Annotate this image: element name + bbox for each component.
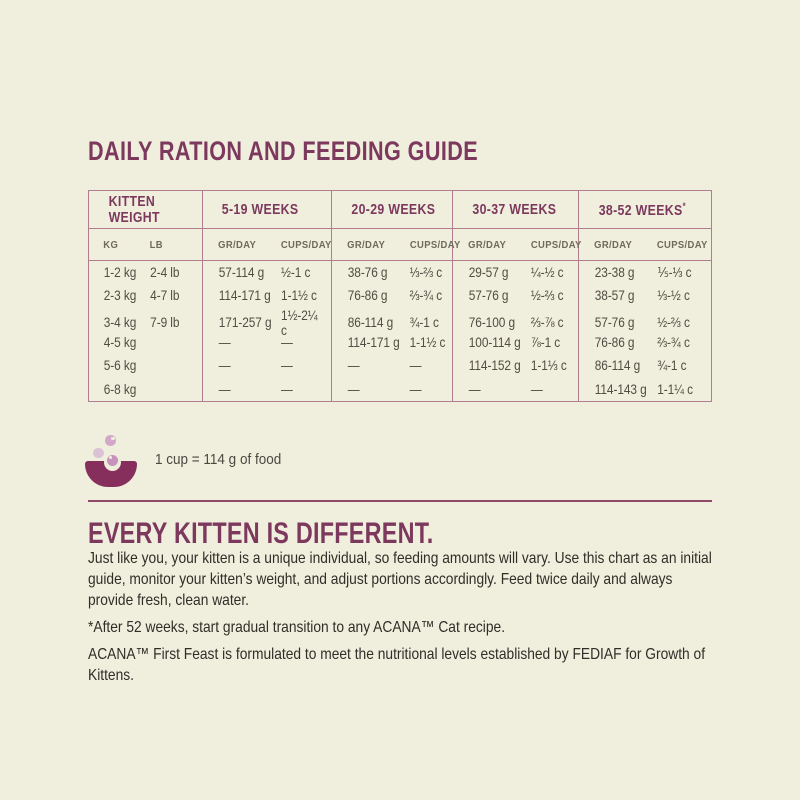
page-title-text: DAILY RATION AND FEEDING GUIDE — [88, 136, 479, 166]
subheader-weight-units — [89, 229, 202, 260]
kg-value: 1-2 kg — [103, 265, 137, 281]
subheader-30-37-weeks — [452, 229, 582, 260]
subheader-38-52-weeks — [578, 229, 710, 260]
cups-value: 1½-2¼ c — [281, 307, 318, 338]
grams-value: 76-86 g — [347, 288, 388, 304]
subheader-grams: GR/DAY — [468, 238, 507, 251]
cups-value: ⅞-1 c — [530, 335, 561, 351]
grams-value: — — [218, 358, 231, 374]
subheader-grams: GR/DAY — [347, 238, 386, 251]
grams-value: — — [347, 358, 360, 374]
grams-value: 57-76 g — [594, 315, 635, 331]
grams-value: 86-114 g — [594, 358, 641, 374]
grams-value: 23-38 g — [594, 265, 635, 281]
cups-value: 1-1¼ c — [657, 381, 694, 397]
kg-value: 2-3 kg — [103, 288, 137, 304]
info-text-section — [88, 548, 800, 692]
kibble-highlight — [111, 437, 114, 440]
cups-value: ½-⅔ c — [530, 288, 564, 304]
grams-value: 86-114 g — [347, 315, 394, 331]
cups-value: ⅔-¾ c — [409, 288, 443, 304]
lb-value: 2-4 lb — [150, 265, 180, 281]
subheader-cups: CUPS/DAY — [530, 238, 582, 251]
column-header-30-37-weeks: 30-37 WEEKS — [452, 191, 578, 228]
subheader-20-29-weeks — [331, 229, 461, 260]
table-subheader-row — [89, 229, 711, 261]
cups-value: ½-1 c — [281, 265, 311, 281]
grams-value: 38-76 g — [347, 265, 388, 281]
column-header-5-19-weeks: 5-19 WEEKS — [202, 191, 331, 228]
cups-value: — — [409, 381, 422, 397]
grams-value: 114-171 g — [347, 335, 400, 351]
table-row — [89, 354, 711, 377]
cups-value: ½-⅔ c — [657, 315, 690, 331]
subheader-kg: KG — [103, 238, 119, 251]
table-row — [89, 261, 711, 284]
subheader-cups: CUPS/DAY — [280, 238, 332, 251]
cups-value: ⅔-⅞ c — [530, 315, 564, 331]
cups-value: 1-1⅓ c — [530, 358, 567, 374]
subheader-grams: GR/DAY — [218, 238, 257, 251]
cups-value: ¾-1 c — [657, 358, 687, 374]
grams-value: — — [218, 335, 231, 351]
kg-value: 6-8 kg — [103, 381, 137, 397]
column-header-20-29-weeks: 20-29 WEEKS — [331, 191, 452, 228]
subheader-grams: GR/DAY — [594, 238, 633, 251]
table-row — [89, 284, 711, 307]
cups-value: ⅓-⅔ c — [409, 265, 443, 281]
column-header-kitten-weight: KITTEN WEIGHT — [108, 193, 160, 226]
table-body — [89, 261, 711, 401]
kg-value: 4-5 kg — [103, 335, 137, 351]
subheader-cups: CUPS/DAY — [409, 238, 461, 251]
kg-value: 5-6 kg — [103, 358, 137, 374]
grams-value: 114-152 g — [468, 358, 521, 374]
footnote-marker: * — [682, 200, 686, 211]
food-bowl-icon — [85, 430, 143, 488]
kibble-dot — [93, 448, 104, 459]
feeding-advice-text: Just like you, your kitten is a unique individual, so feeding amounts will vary. Use this chart as an initial guide, monitor your kitten’s weight, and adjust portions accordingly. Feed twice daily and always provide fresh, clean water. — [88, 550, 712, 609]
subheader-5-19-weeks — [202, 229, 331, 260]
grams-value: 76-100 g — [468, 315, 515, 331]
cups-value: ⅓-½ c — [657, 288, 690, 304]
cups-value: ¾-1 c — [409, 315, 439, 331]
cups-value: ¼-½ c — [530, 265, 564, 281]
cup-equivalence-note: 1 cup = 114 g of food — [155, 451, 282, 468]
grams-value: 57-76 g — [468, 288, 509, 304]
kg-value: 3-4 kg — [103, 315, 137, 331]
table-row — [89, 307, 711, 338]
page-title — [88, 136, 576, 167]
cups-value: — — [281, 335, 293, 351]
grams-value: 57-114 g — [218, 265, 265, 281]
cups-value: — — [530, 381, 543, 397]
grams-value: 114-171 g — [218, 288, 271, 304]
table-row — [89, 331, 711, 354]
subheader-cups: CUPS/DAY — [656, 238, 708, 251]
lb-value: 7-9 lb — [150, 315, 180, 331]
grams-value: — — [347, 381, 360, 397]
fediaf-statement: ACANA™ First Feast is formulated to meet the nutritional levels established by FEDIAF for Growth of Kittens. — [88, 646, 706, 684]
cups-value: — — [409, 358, 422, 374]
cups-value: 1-1½ c — [281, 288, 317, 304]
grams-value: 38-57 g — [594, 288, 635, 304]
transition-footnote: *After 52 weeks, start gradual transition to any ACANA™ Cat recipe. — [88, 619, 506, 636]
table-header-row — [89, 191, 711, 229]
table-row — [89, 377, 711, 400]
cups-value: — — [281, 358, 293, 374]
grams-value: 29-57 g — [468, 265, 509, 281]
grams-value: 76-86 g — [594, 335, 635, 351]
column-header-38-52-weeks: 38-52 WEEKS* — [578, 191, 710, 228]
cups-value: — — [281, 381, 293, 397]
divider-line — [88, 500, 712, 502]
grams-value: 100-114 g — [468, 335, 521, 351]
grams-value: 114-143 g — [594, 381, 647, 397]
grams-value: — — [468, 381, 481, 397]
subheader-lb: LB — [149, 238, 163, 251]
cups-value: ⅕-⅓ c — [657, 264, 692, 280]
grams-value: — — [218, 381, 231, 397]
section-heading: EVERY KITTEN IS DIFFERENT. — [88, 517, 434, 550]
grams-value: 171-257 g — [218, 315, 272, 331]
feeding-table — [88, 190, 712, 402]
cups-value: ⅔-¾ c — [657, 335, 690, 351]
cups-value: 1-1½ c — [409, 335, 446, 351]
lb-value: 4-7 lb — [150, 288, 180, 304]
